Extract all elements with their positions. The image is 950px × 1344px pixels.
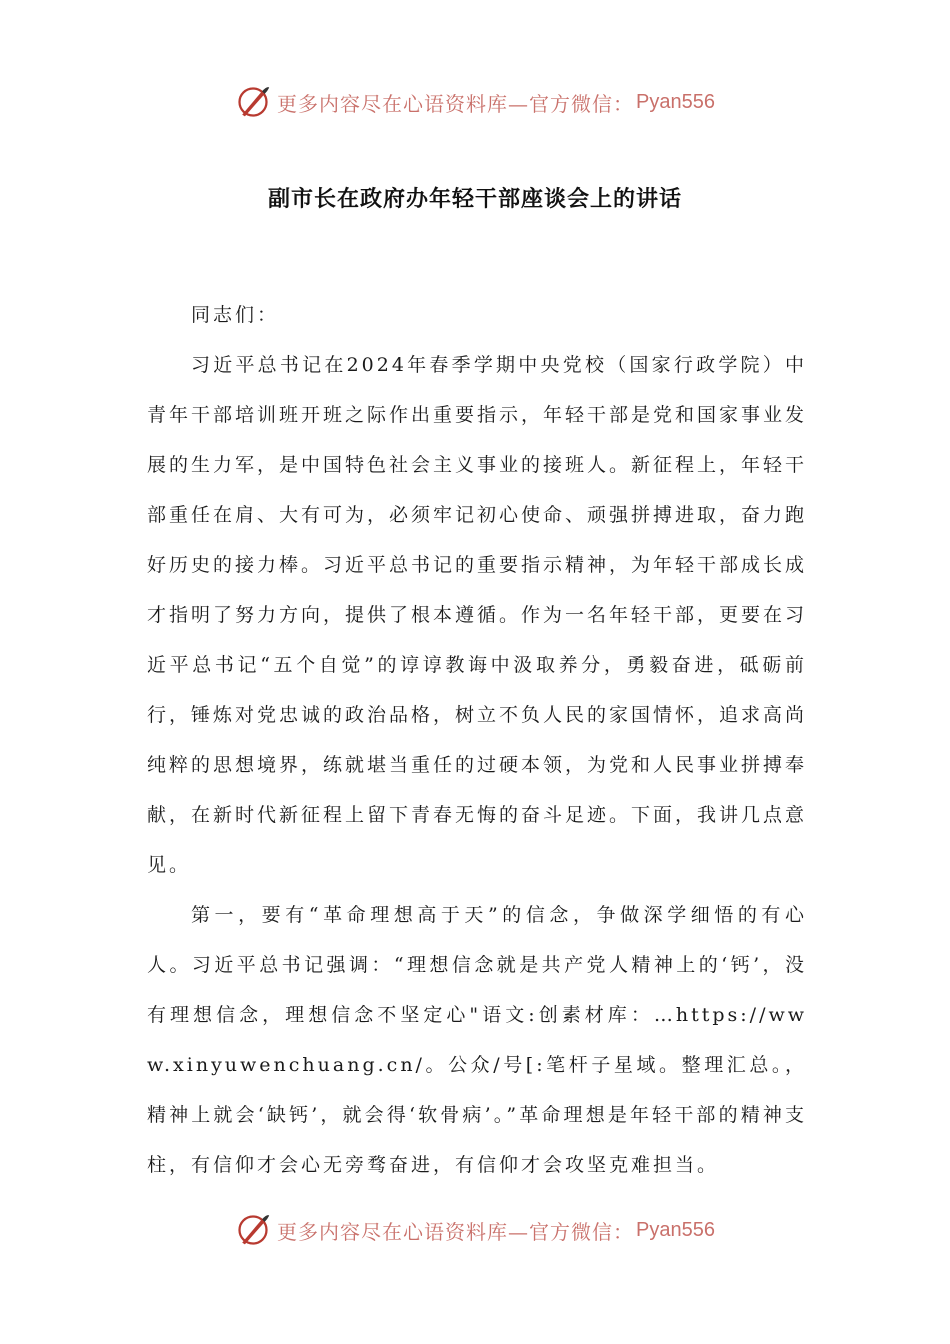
wechat-id: Pyan556 bbox=[636, 90, 715, 113]
quill-logo-icon bbox=[235, 1212, 271, 1248]
wechat-id: Pyan556 bbox=[636, 1218, 715, 1241]
footer-banner bbox=[0, 1208, 950, 1252]
banner-text: 更多内容尽在心语资料库—官方微信： bbox=[277, 1219, 635, 1244]
paragraph-first-point: 第一，要有“革命理想高于天”的信念，争做深学细悟的有心人。习近平总书记强调：“理想信念就是共产党人精神上的‘钙’，没有理想信念，理想信念不坚定心"语文:创素材库：…https://www.xinyuwenchuang.cn/。公众/号[:笔杆子星域。整理汇总。，精神上就会‘缺钙’，就会得‘软骨病’。”革命理想是年轻干部的精神支柱，有信仰才会心无旁骛奋进，有信仰才会攻坚克难担当。 bbox=[147, 904, 807, 1176]
document-body bbox=[147, 290, 807, 1190]
paragraph-intro: 习近平总书记在2024年春季学期中央党校（国家行政学院）中青年干部培训班开班之际作出重要指示，年轻干部是党和国家事业发展的生力军，是中国特色社会主义事业的接班人。新征程上，年轻干部重任在肩、大有可为，必须牢记初心使命、顽强拼搏进取，奋力跑好历史的接力棒。习近平总书记的重要指示精神，为年轻干部成长成才指明了努力方向，提供了根本遵循。作为一名年轻干部，更要在习近平总书记“五个自觉”的谆谆教诲中汲取养分，勇毅奋进，砥砺前行，锤炼对党忠诚的政治品格，树立不负人民的家国情怀，追求高尚纯粹的思想境界，练就堪当重任的过硬本领，为党和人民事业拼搏奉献，在新时代新征程上留下青春无悔的奋斗足迹。下面，我讲几点意见。 bbox=[147, 354, 808, 876]
page-title: 副市长在政府办年轻干部座谈会上的讲话 bbox=[267, 187, 682, 212]
salutation: 同志们： bbox=[191, 304, 280, 326]
banner-text: 更多内容尽在心语资料库—官方微信： bbox=[277, 91, 635, 116]
quill-logo-icon bbox=[235, 84, 271, 120]
header-banner bbox=[0, 80, 950, 124]
